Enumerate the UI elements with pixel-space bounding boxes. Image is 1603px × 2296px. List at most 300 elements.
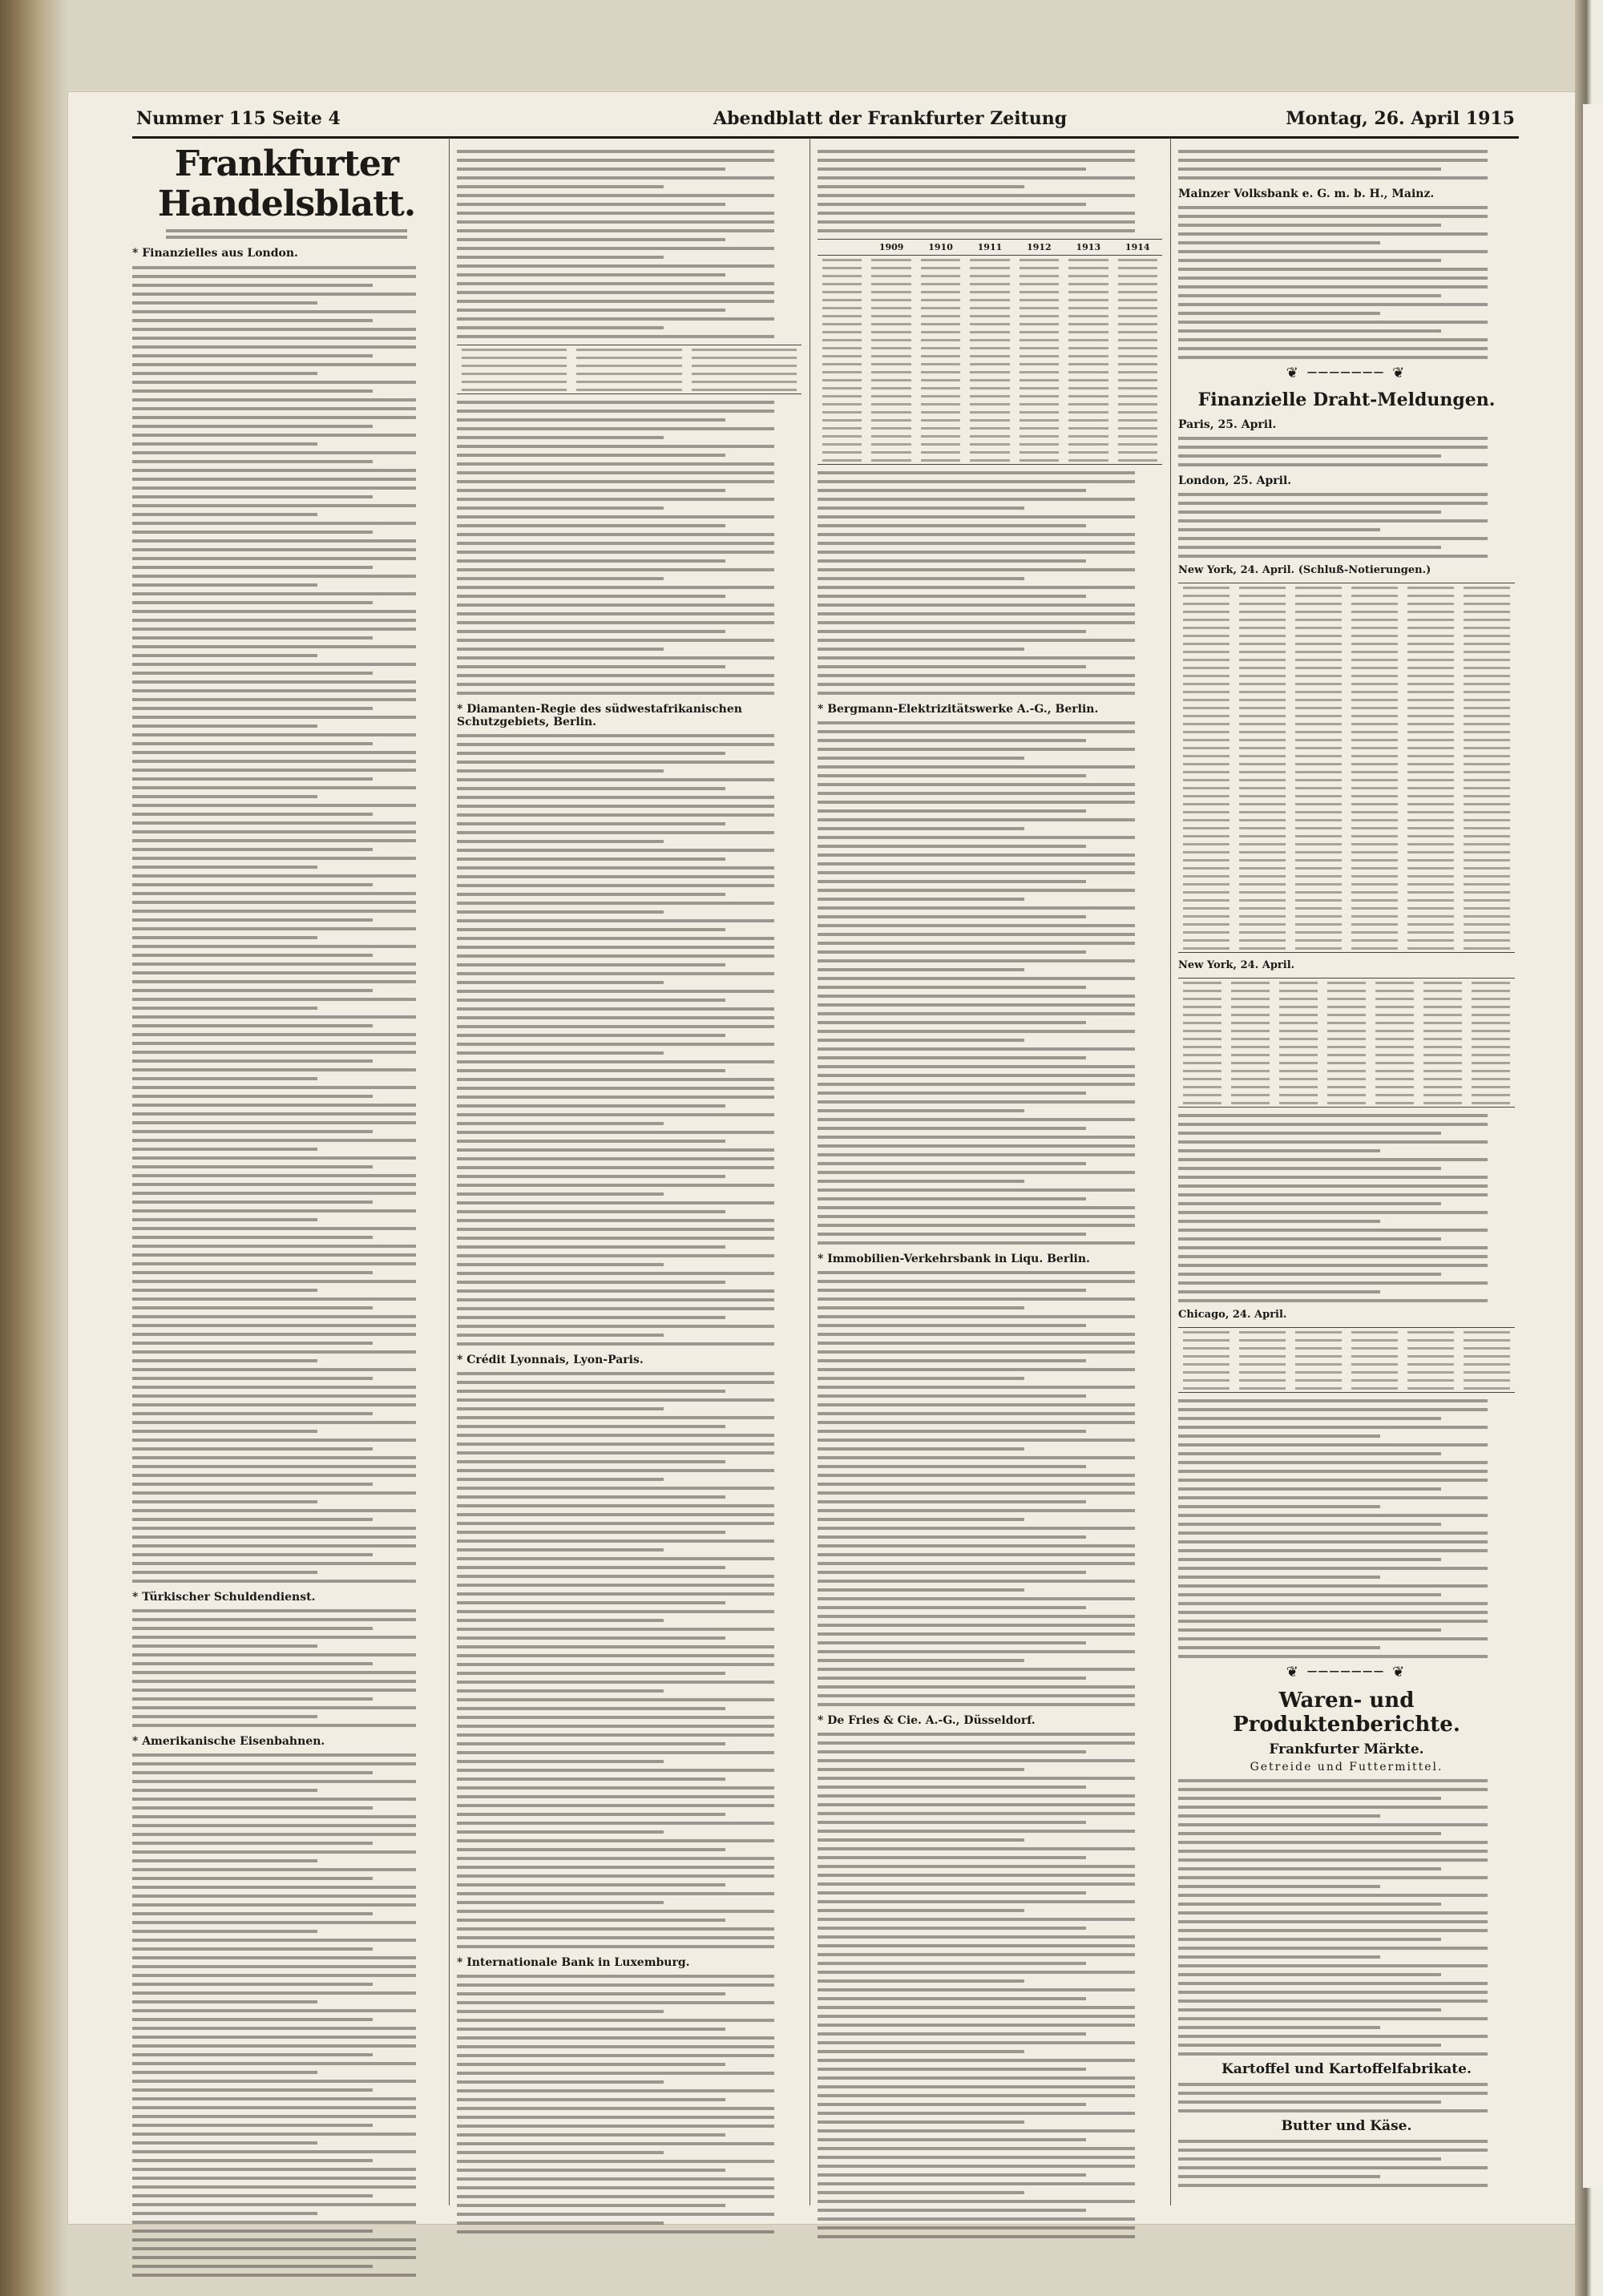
table-cell [1407, 859, 1454, 862]
table-cell [970, 355, 1009, 357]
text-line [457, 1316, 725, 1319]
text-line [1178, 2166, 1488, 2169]
text-line [132, 1200, 373, 1204]
table-cell [1279, 1022, 1318, 1024]
text-line [457, 1254, 774, 1257]
text-line [818, 2103, 1086, 2106]
table-cell [1118, 395, 1157, 397]
table-cell [1375, 982, 1414, 984]
table-cell [1472, 1078, 1510, 1080]
table-row [1178, 1075, 1515, 1083]
table-cell [1239, 1379, 1286, 1382]
text-line [132, 733, 416, 736]
text-line [1178, 1549, 1488, 1552]
table-cell [822, 307, 862, 309]
text-line [457, 317, 774, 321]
text-line [818, 836, 1135, 839]
table-cell [1068, 427, 1108, 430]
table-cell [1183, 1331, 1230, 1334]
text-line [818, 2200, 1135, 2203]
table-cell [1464, 771, 1510, 773]
table-cell [1279, 1038, 1318, 1040]
text-line [457, 1892, 774, 1895]
table-cell [1239, 651, 1286, 653]
table-cell [1295, 1363, 1342, 1366]
text-line [132, 1544, 416, 1547]
text-line [818, 1838, 1024, 1842]
table-cell [1183, 915, 1230, 918]
table-cell [1464, 619, 1510, 621]
text-line [132, 795, 317, 798]
table-cell [1407, 747, 1454, 749]
table-cell [1407, 795, 1454, 797]
table-cell [1068, 379, 1108, 381]
table-cell [1239, 1363, 1286, 1366]
text-line [457, 1104, 725, 1108]
text-line [132, 2044, 416, 2048]
table-cell [1239, 899, 1286, 902]
table-cell [1183, 1379, 1230, 1382]
text-line [818, 1535, 1086, 1539]
text-line [818, 630, 1086, 633]
text-line [1178, 285, 1488, 289]
text-line [457, 1698, 774, 1701]
table-cell [1351, 931, 1398, 934]
text-line [818, 1118, 1135, 1121]
table-cell [1464, 851, 1510, 853]
article-body [457, 734, 802, 1346]
table-cell [871, 427, 911, 430]
table-cell [1295, 587, 1342, 589]
table-cell [1375, 1014, 1414, 1016]
text-line [818, 1456, 1135, 1459]
table-cell [822, 411, 862, 414]
table-cell [1118, 299, 1157, 301]
table-cell [1351, 731, 1398, 733]
text-line [457, 857, 725, 861]
table-cell [1351, 691, 1398, 693]
text-line [457, 2019, 774, 2022]
text-line [457, 875, 774, 878]
text-line [818, 1430, 1086, 1433]
text-line [818, 721, 1135, 724]
text-line [818, 950, 1086, 954]
text-line [818, 1997, 1086, 2000]
text-line [457, 595, 725, 598]
table-row [1178, 760, 1515, 768]
table-row [818, 272, 1162, 280]
text-line [818, 1342, 1135, 1345]
text-line [1178, 1505, 1380, 1508]
table-cell [822, 355, 862, 357]
table-row [1178, 936, 1515, 944]
text-line [818, 595, 1086, 598]
text-line [1178, 2092, 1488, 2095]
table-cell [1068, 459, 1108, 462]
table-row [1178, 1035, 1515, 1043]
table-cell [822, 379, 862, 381]
text-line [818, 809, 1086, 813]
table-cell [1464, 835, 1510, 837]
text-line [457, 893, 725, 896]
table-cell [1464, 1379, 1510, 1382]
table-cell [871, 387, 911, 389]
text-line [818, 2015, 1135, 2018]
table-cell [1423, 990, 1462, 992]
text-line [457, 1140, 725, 1143]
table-cell [1231, 1102, 1270, 1104]
text-line [1178, 1470, 1488, 1473]
text-line [818, 1403, 1135, 1406]
table-row [818, 456, 1162, 464]
text-line [132, 698, 416, 701]
table-cell [1375, 1054, 1414, 1056]
table-cell [1183, 867, 1230, 870]
table-cell [1118, 371, 1157, 373]
table-row [818, 400, 1162, 408]
table-cell [1464, 723, 1510, 725]
text-line [132, 1991, 416, 1995]
text-line [132, 513, 317, 516]
text-line [818, 2050, 1024, 2053]
text-line [457, 1342, 774, 1346]
text-line [1178, 1184, 1488, 1188]
table-cell [1020, 371, 1059, 373]
text-line [457, 238, 725, 241]
text-line [818, 1918, 1135, 1921]
text-line [457, 1166, 774, 1169]
table-cell [1183, 827, 1230, 829]
table-cell [1183, 1102, 1221, 1104]
table-cell [970, 299, 1009, 301]
text-line [457, 1804, 774, 1807]
text-line [132, 1306, 373, 1309]
table-cell [1407, 675, 1454, 677]
table-cell [1423, 1062, 1462, 1064]
table-cell [1351, 635, 1398, 637]
table-cell [1351, 619, 1398, 621]
text-line [457, 194, 774, 197]
table-row [1178, 784, 1515, 792]
table-cell [1464, 587, 1510, 589]
text-line [457, 1777, 725, 1781]
table-cell [871, 355, 911, 357]
text-line [132, 310, 416, 313]
text-line [132, 1518, 373, 1521]
text-line [132, 592, 416, 595]
text-line [1178, 1246, 1488, 1249]
table-cell [1295, 947, 1342, 950]
text-line [1178, 1540, 1488, 1543]
table-cell [1464, 755, 1510, 757]
table-cell [970, 379, 1009, 381]
text-line [132, 2124, 373, 2127]
text-line [818, 1768, 1024, 1771]
text-line [132, 1174, 416, 1177]
text-line [1178, 1487, 1441, 1491]
table-cell [1472, 1102, 1510, 1104]
table-cell [1068, 331, 1108, 333]
text-line [457, 2195, 774, 2198]
table-cell [970, 459, 1009, 462]
text-line [1178, 1211, 1488, 1214]
dateline: London, 25. April. [1178, 474, 1292, 487]
table-cell [822, 331, 862, 333]
table-row [818, 392, 1162, 400]
table-cell [871, 443, 911, 446]
table-cell [1295, 875, 1342, 878]
text-line [457, 1874, 774, 1878]
text-line [1178, 1611, 1488, 1614]
table-row [818, 256, 1162, 264]
text-line [457, 2036, 774, 2040]
table-cell [1118, 331, 1157, 333]
table-cell [1183, 1070, 1221, 1072]
text-line [457, 1487, 774, 1490]
table-cell [822, 323, 862, 325]
table-cell [1472, 1038, 1510, 1040]
text-line [1178, 2100, 1441, 2104]
table-cell [921, 331, 960, 333]
table-cell [1295, 1339, 1342, 1342]
table-cell [1295, 619, 1342, 621]
text-line [818, 1847, 1135, 1850]
text-line [1178, 215, 1488, 218]
table-cell [970, 291, 1009, 293]
table-cell [1423, 1086, 1462, 1088]
table-cell [1407, 907, 1454, 910]
table-cell [871, 395, 911, 397]
table-cell [1118, 459, 1157, 462]
text-line [132, 495, 373, 498]
text-line [457, 1175, 725, 1178]
table-cell [1118, 419, 1157, 422]
table-cell [822, 459, 862, 462]
text-line [132, 971, 416, 974]
text-line [457, 1945, 774, 1948]
text-line [818, 1606, 1086, 1609]
text-line [132, 1350, 416, 1354]
article-heading: Mainzer Volksbank e. G. m. b. H., Mainz. [1178, 188, 1435, 200]
text-line [132, 1571, 317, 1574]
table-cell [1407, 867, 1454, 870]
text-line [132, 936, 317, 939]
text-line [132, 1697, 373, 1701]
table-cell [1464, 875, 1510, 878]
text-line [132, 1430, 317, 1433]
text-line [818, 889, 1135, 892]
text-line [457, 2054, 774, 2057]
text-line [132, 1815, 416, 1818]
text-line [457, 300, 774, 303]
text-line [818, 942, 1135, 945]
text-line [457, 480, 774, 483]
table-cell [871, 291, 911, 293]
section-subtitle: Getreide und Futtermittel. [1250, 1761, 1444, 1773]
table-cell [921, 403, 960, 406]
text-line [132, 707, 373, 710]
text-line [1178, 437, 1488, 440]
table-row [1178, 1091, 1515, 1099]
table-cell [1351, 643, 1398, 645]
text-line [818, 603, 1135, 607]
table-cell [1020, 387, 1059, 389]
table-row [1178, 615, 1515, 623]
text-line [457, 1201, 774, 1204]
text-line [818, 2156, 1135, 2159]
text-line [457, 410, 774, 413]
table-row [1178, 1376, 1515, 1384]
table-row [1178, 607, 1515, 615]
text-line [132, 1491, 416, 1495]
table-row [1178, 1027, 1515, 1035]
table-row [1178, 696, 1515, 704]
text-line [132, 2274, 416, 2277]
table-cell [1239, 1387, 1286, 1390]
table-cell [1351, 939, 1398, 942]
table-cell [1183, 819, 1230, 821]
text-line [457, 309, 725, 312]
table-cell [822, 427, 862, 430]
table-cell [1295, 683, 1342, 685]
article-body [1178, 2140, 1515, 2187]
text-line [132, 284, 373, 287]
text-line [457, 1566, 725, 1569]
text-line [818, 792, 1135, 795]
text-line [818, 2094, 1135, 2097]
text-line [457, 1043, 774, 1046]
text-line [1178, 1797, 1441, 1800]
table-cell [1295, 1387, 1342, 1390]
table-cell [1423, 982, 1462, 984]
table-cell [1020, 451, 1059, 454]
text-line [132, 2071, 317, 2074]
table-cell [970, 283, 1009, 285]
text-line [132, 354, 373, 357]
text-line [818, 656, 1135, 660]
text-line [132, 1706, 416, 1709]
text-line [457, 981, 664, 984]
table-cell [1351, 779, 1398, 781]
text-line [457, 1016, 774, 1019]
table-cell [1231, 1006, 1270, 1008]
text-line [132, 1806, 373, 1810]
text-line [1178, 1202, 1441, 1205]
table-cell [1118, 267, 1157, 269]
text-line [457, 1628, 774, 1631]
text-line [818, 880, 1086, 883]
table-cell [1183, 1014, 1221, 1016]
table-cell [1183, 659, 1230, 661]
table-cell [1295, 779, 1342, 781]
text-line [818, 1891, 1086, 1895]
text-line [132, 416, 416, 419]
table-cell [1351, 1331, 1398, 1334]
table-cell [871, 275, 911, 277]
text-line [818, 1944, 1135, 1947]
text-line [132, 672, 373, 675]
text-line [818, 757, 1024, 760]
year-header: 1913 [1076, 242, 1101, 252]
table-row [1178, 680, 1515, 688]
text-line [457, 471, 774, 474]
text-line [132, 1421, 416, 1424]
text-line [457, 282, 774, 285]
table-cell [1183, 875, 1230, 878]
table-cell [1183, 998, 1221, 1000]
table-cell [1407, 603, 1454, 605]
table-cell [1183, 635, 1230, 637]
article-body [1178, 493, 1515, 558]
text-line [457, 1848, 725, 1851]
table-cell [1020, 299, 1059, 301]
table-cell [1239, 619, 1286, 621]
text-line [457, 2221, 664, 2225]
text-line [818, 801, 1135, 804]
text-line [132, 1245, 416, 1248]
text-line [1178, 537, 1488, 540]
table-cell [1472, 1046, 1510, 1048]
column-4 [1178, 144, 1515, 2193]
table-cell [1231, 998, 1270, 1000]
table-cell [1183, 982, 1221, 984]
text-line [818, 898, 1024, 901]
text-line [457, 630, 725, 633]
text-line [132, 980, 416, 983]
text-line [132, 1535, 416, 1539]
table-cell [1327, 1022, 1366, 1024]
text-line [457, 462, 774, 466]
table-cell [822, 403, 862, 406]
table-cell [1239, 867, 1286, 870]
text-line [132, 2062, 416, 2065]
text-line [457, 1184, 774, 1187]
table-cell [1279, 1054, 1318, 1056]
text-line [132, 786, 416, 789]
text-line [1178, 2149, 1488, 2152]
text-line [818, 1882, 1135, 1886]
table-cell [1375, 990, 1414, 992]
table-cell [1118, 315, 1157, 317]
text-line [457, 1584, 774, 1587]
text-line [132, 1618, 416, 1621]
table-cell [1464, 667, 1510, 669]
table-cell [1464, 827, 1510, 829]
text-line [132, 2229, 373, 2233]
text-line [818, 1368, 1135, 1371]
table-row [1178, 880, 1515, 888]
table-cell [1068, 267, 1108, 269]
table-cell [1239, 699, 1286, 701]
table-cell [1239, 595, 1286, 597]
text-line [1178, 1158, 1488, 1161]
table-cell [1295, 795, 1342, 797]
text-line [1178, 176, 1488, 180]
text-line [818, 480, 1135, 483]
text-line [132, 2212, 317, 2215]
table-row [1178, 979, 1515, 987]
table-cell [970, 323, 1009, 325]
text-line [818, 648, 1024, 651]
article-heading: * De Fries & Cie. A.-G., Düsseldorf. [818, 1714, 1036, 1727]
text-line [132, 363, 416, 366]
table-cell [1068, 323, 1108, 325]
table-cell [1351, 1371, 1398, 1374]
text-line [457, 1910, 774, 1913]
table-row [1178, 688, 1515, 696]
text-line [132, 548, 416, 551]
text-line [132, 1015, 416, 1019]
